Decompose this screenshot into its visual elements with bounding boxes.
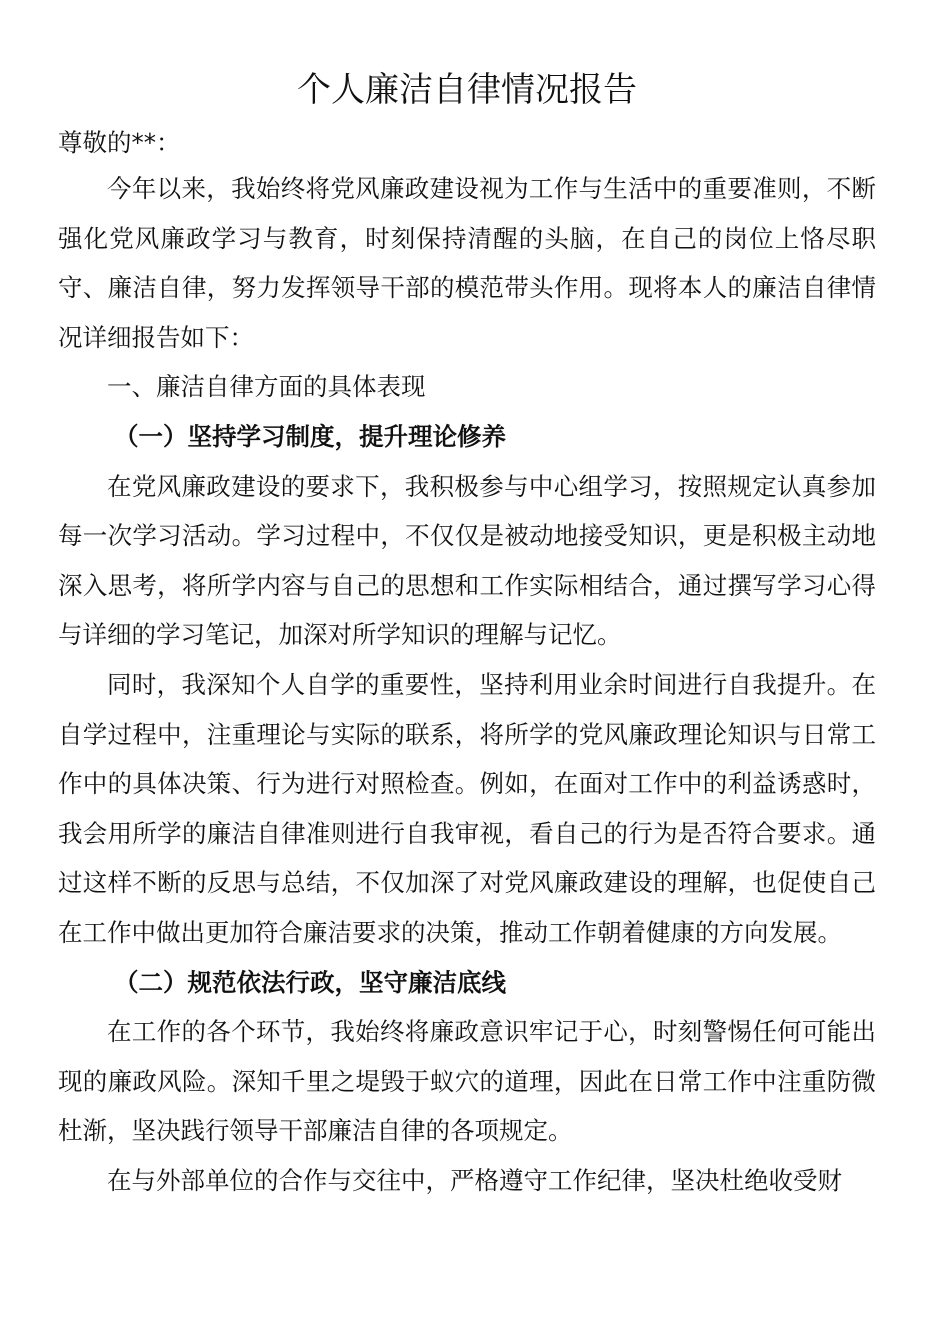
- document-title: 个人廉洁自律情况报告: [297, 70, 637, 110]
- subsection-1-paragraph-2: 同时，我深知个人自学的重要性，坚持利用业余时间进行自我提升。在自学过程中，注重理论与实际的联系，将所学的党风廉政理论知识与日常工作中的具体决策、行为进行对照检查。例如，在面对工作中的利益诱惑时，我会用所学的廉洁自律准则进行自我审视，看自己的行为是否符合要求。通过这样不断的反思与总结，不仅加深了对党风廉政建设的理解，也促使自己在工作中做出更加符合廉洁要求的决策，推动工作朝着健康的方向发展。: [58, 669, 876, 947]
- subsection-2-paragraph-1: 在工作的各个环节，我始终将廉政意识牢记于心，时刻警惕任何可能出现的廉政风险。深知千里之堤毁于蚁穴的道理，因此在日常工作中注重防微杜渐，坚决践行领导干部廉洁自律的各项规定。: [58, 1017, 876, 1146]
- section-heading-1: 一、廉洁自律方面的具体表现: [107, 372, 426, 402]
- subsection-1-paragraph-1: 在党风廉政建设的要求下，我积极参与中心组学习，按照规定认真参加每一次学习活动。学习过程中，不仅仅是被动地接受知识，更是积极主动地深入思考，将所学内容与自己的思想和工作实际相结合，通过撰写学习心得与详细的学习笔记，加深对所学知识的理解与记忆。: [58, 471, 876, 650]
- salutation: 尊敬的**：: [58, 128, 181, 157]
- intro-paragraph: 今年以来，我始终将党风廉政建设视为工作与生活中的重要准则，不断强化党风廉政学习与教育，时刻保持清醒的头脑，在自己的岗位上恪尽职守、廉洁自律，努力发挥领导干部的模范带头作用。现将本人的廉洁自律情况详细报告如下：: [58, 174, 876, 352]
- document-page: [58, 58, 876, 1205]
- subsection-heading-2: （二）规范依法行政，坚守廉洁底线: [114, 967, 506, 997]
- subsection-heading-1: （一）坚持学习制度，提升理论修养: [114, 421, 506, 451]
- subsection-2-paragraph-2: 在与外部单位的合作与交往中，严格遵守工作纪律，坚决杜绝收受财: [107, 1165, 842, 1195]
